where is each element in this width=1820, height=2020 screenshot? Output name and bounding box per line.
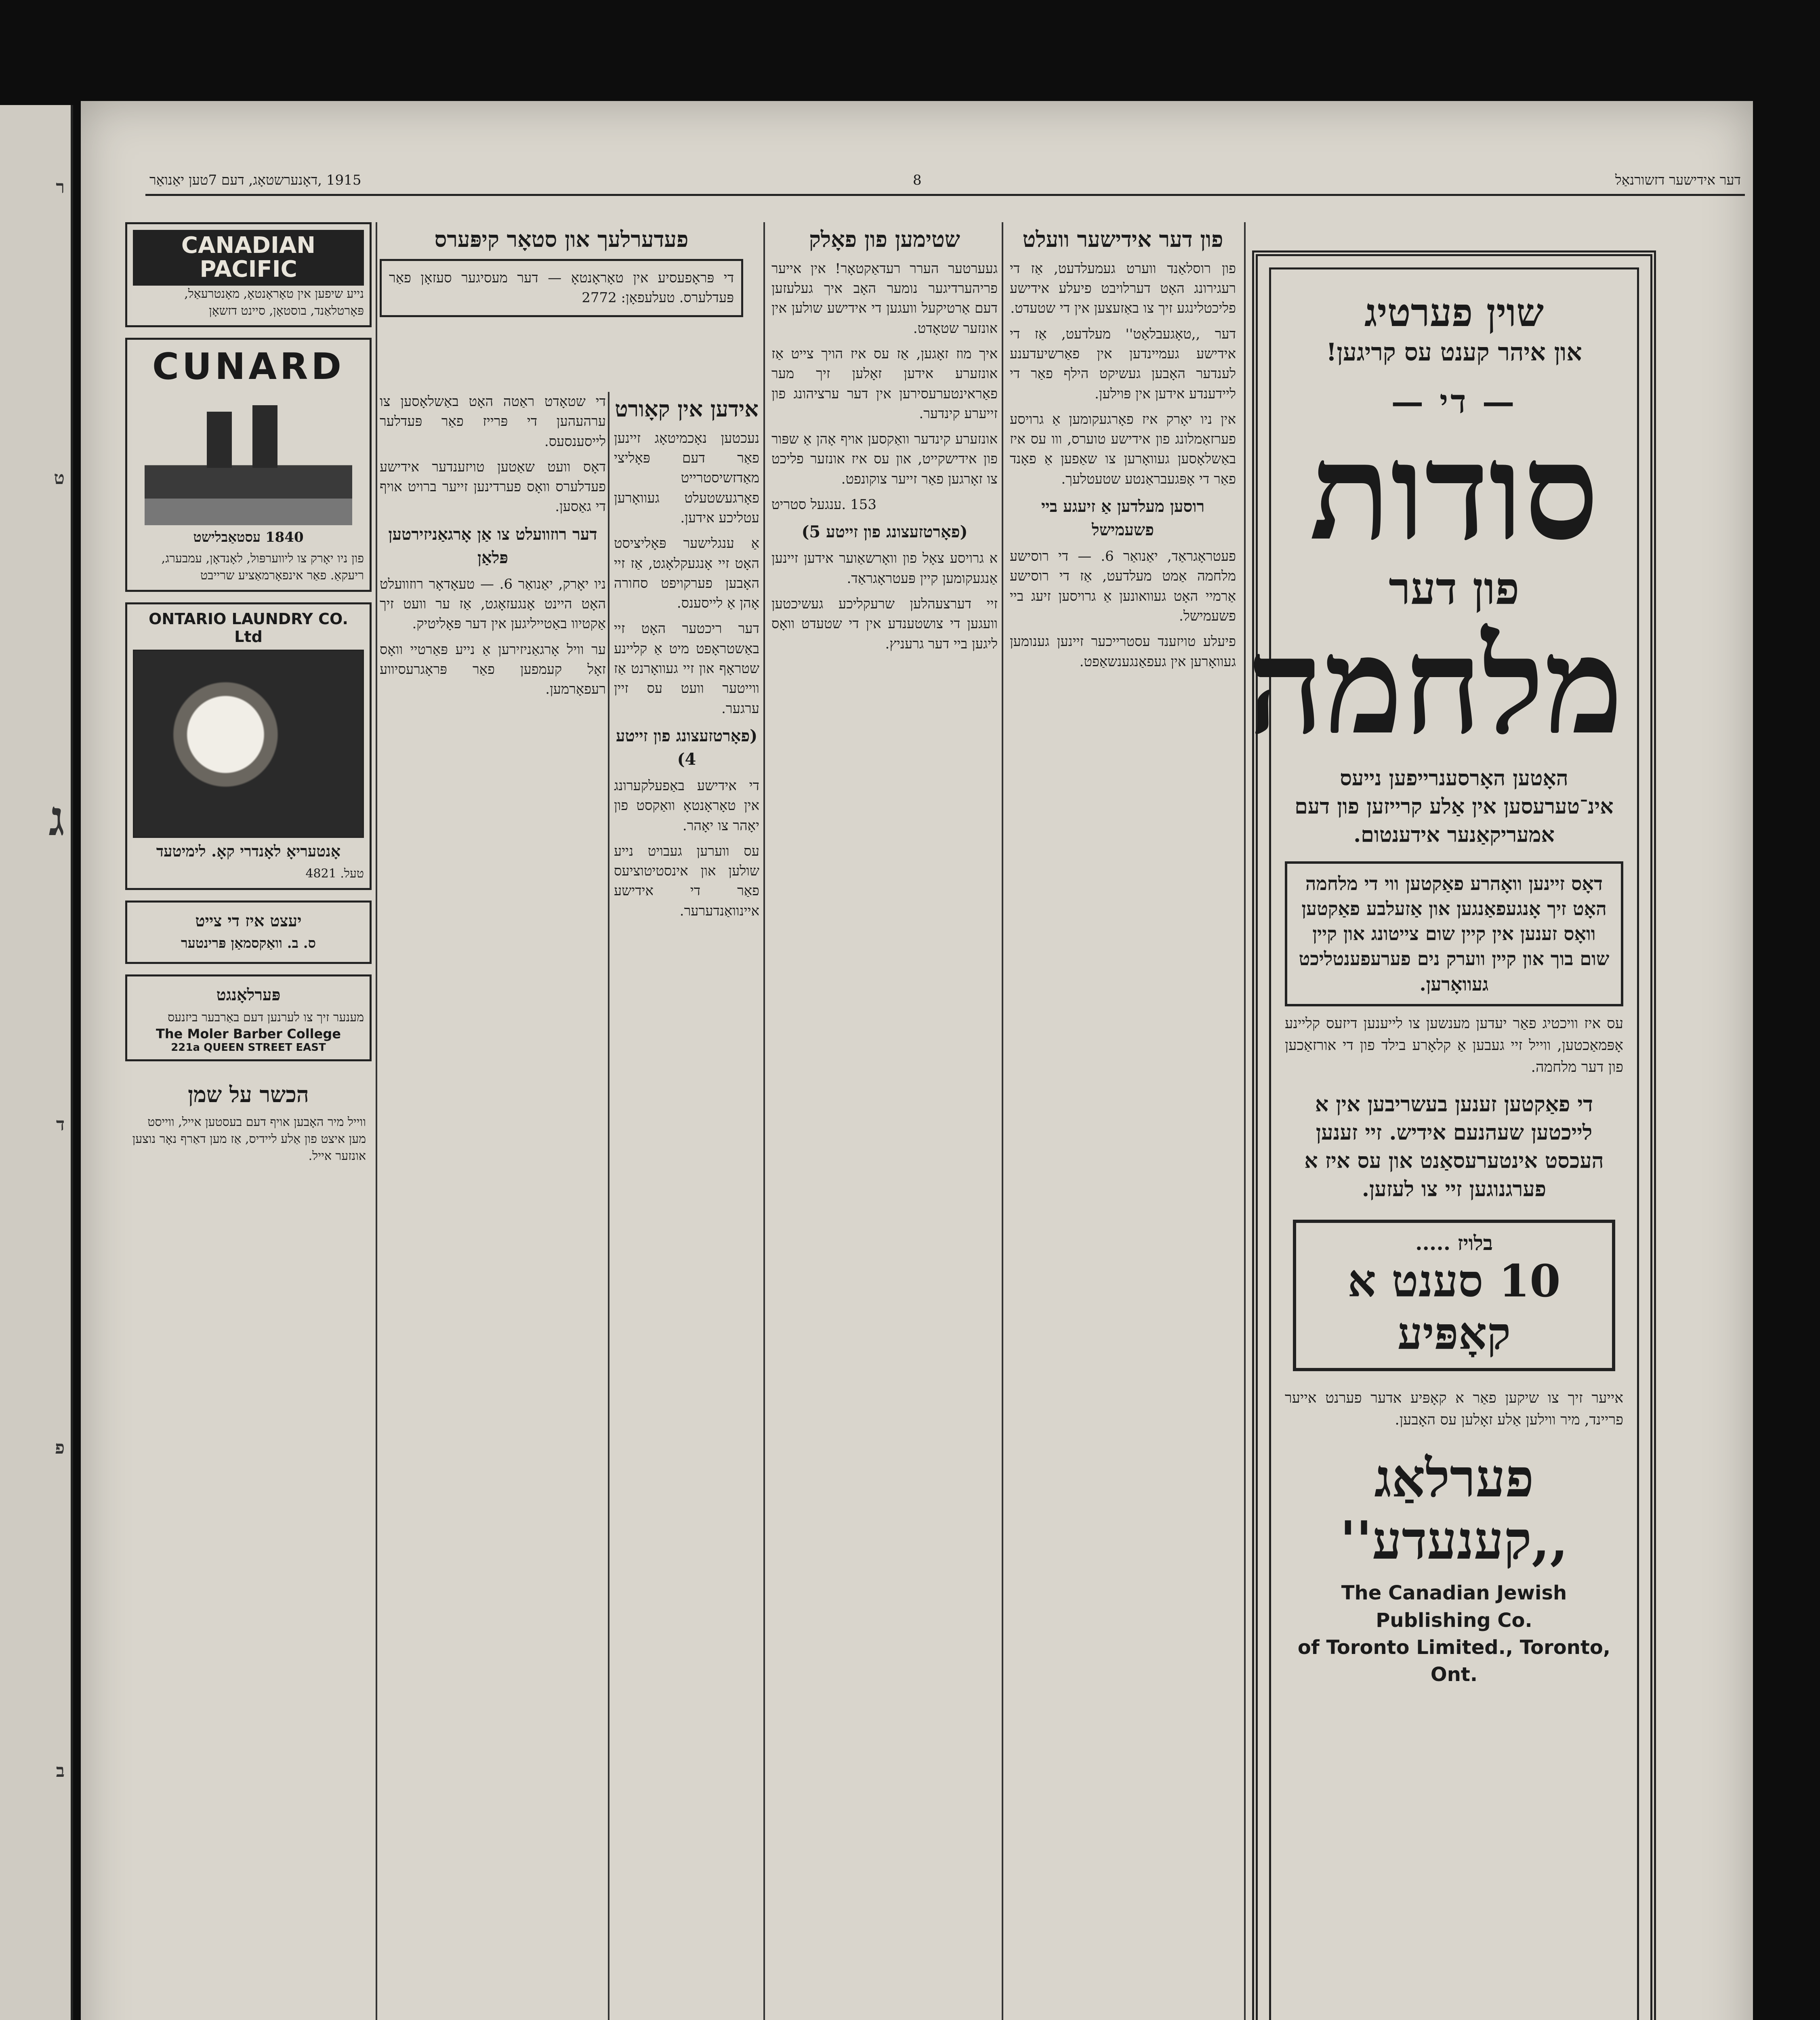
article-paragraph: די שטאָדט ראַטה האָט באַשלאָסען צו ערהעהען די פּרייז פאַר פּעדלער לייסענסעס. — [380, 393, 606, 450]
column-rule — [1002, 222, 1003, 2020]
article-paragraph: פיעלע טויזענד עסטרייכער זיינען גענומען געוואָרען אין געפאַנגענשאַפט. — [1010, 633, 1236, 670]
barber-college-ad — [125, 974, 372, 1061]
canadian-pacific-ad — [125, 222, 372, 327]
barber-address: 221a QUEEN STREET EAST — [171, 1041, 326, 1054]
article-paragraph: א גרויסע צאָל פון וואָרשאַוער אידען זיינען אַנגעקומען קיין פּעטראָגראַד. — [771, 550, 998, 587]
article-paragraph: זיי דערצעהלען שרעקליכע געשיכטען וועגען די צושטענדע אין די שטעדט וואָס ליגען ביי דער גרעניץ. — [771, 595, 998, 652]
ad-body-text: עס איז וויכטיג פאַר יעדען מענשען צו לייענען דיזעס קליינע אָפּמאַכטען, ווייל זיי געבען אַ קלאָרע בילד פון די אורזאַכען פון דער מלחמה. — [1285, 1015, 1623, 1075]
ad-description-box — [1285, 861, 1623, 1006]
article-subtitle: (פאָרטזעצונג פון זייטע 4) — [616, 726, 758, 769]
article-paragraph: עס ווערען געבויט נייע שולען און אינסטיטוציעס פאַר די אידישע איינוואַנדערער. — [614, 843, 759, 919]
cunard-ad — [125, 338, 372, 592]
notice-box — [380, 259, 743, 318]
article-title: פון דער אידישער וועלט — [1022, 226, 1223, 252]
ad-inner-frame — [1247, 267, 1639, 2020]
column-voices-of-people — [771, 222, 998, 2020]
cunard-logo: CUNARD — [152, 345, 345, 388]
article-title: שטימען פון פאָלק — [809, 226, 960, 252]
article-paragraph: פעטראָגראַד, יאַנואַר 6. — די רוסישע מלחמה אַמט מעלדעט, אַז די רוסישע אַרמיי האָט געוואונען אַ גרויסען זיעג ביי פשעמישל. — [1010, 548, 1236, 624]
logo-line: PACIFIC — [200, 256, 297, 282]
article-subtitle: (פאָרטזעצונג פון זייטע 5) — [801, 522, 968, 542]
header-date: 1915 ,דאָנערשטאָג, דעם 7טען יאַנואַר — [149, 172, 361, 188]
ad-text: פון ניו יאָרק צו ליווערפּול, לאָנדאָן, עמבערג, ריעקאַ. פאַר אינפאָרמאַציע שרייבט — [161, 551, 364, 583]
canadian-pacific-logo — [133, 230, 364, 286]
header-page-number: 8 — [913, 172, 922, 188]
ontario-laundry-ad — [125, 602, 372, 890]
ad-bold-blurb: האָטען האָרסענרייפען נייעס אינ־טערעסען אין אַלע קרייזען פון דעם אמעריקאַנער אידענטום. — [1295, 766, 1614, 847]
article-paragraph: אונזערע קינדער וואַקסען אויף אָהן אַ שפּור פון אידישקייט, און עס איז אונזער פליכט צו זאָרגען פאַר זייער צוקונפט. — [771, 431, 998, 487]
fragment-letter: ר — [56, 177, 65, 198]
ad-publisher-yiddish: פערלאַג ,,קענעדע'' — [1340, 1447, 1568, 1572]
ad-title: הכשר על שמן — [188, 1081, 309, 1107]
ad-bold-promo: די פאַקטען זענען בעשריבען אין א לייכטען שעהנעם אידיש. זיי זענען העכסט אינטערעסאַנט און עס איז א פערגנוגען זיי צו לעזען. — [1304, 1092, 1604, 1202]
column-rule — [1244, 222, 1246, 2020]
article-paragraph: אַ ענגלישער פּאָליציסט האָט זיי אָנגעקלאָגט, אַז זיי האָבען פערקויפט סחורה אָהן אַ לייסענס. — [614, 535, 759, 612]
left-ads-column — [125, 222, 372, 2020]
laundry-name: ONTARIO LAUNDRY CO. Ltd — [149, 610, 348, 646]
ad-description: דאָס זיינען וואָהרע פאַקטען ווי די מלחמה האָט זיך אָנגעפאַנגען און אַזעלבע פאַקטען וואָס זענען אין קיין שום צייטונג און קיין שום בוך און קיין ווערק נים פערעפענטליכט געוואָרען. — [1299, 873, 1610, 995]
barber-school-name: The Moler Barber College — [156, 1026, 341, 1042]
ad-price-prefix: בלויז ..... — [1415, 1231, 1493, 1255]
ad-order-text: אייער זיך צו שיקען פאַר א קאָפּיע אדער פערנט אייער פריינד, מיר ווילען אַלע זאָלען עס האָבען. — [1285, 1390, 1623, 1429]
column-rule — [608, 392, 609, 2020]
ad-publisher-english-line1: The Canadian Jewish Publishing Co. — [1341, 1582, 1567, 1632]
kosher-oil-ad — [125, 1072, 372, 1171]
ad-publisher-english-line2: of Toronto Limited., Toronto, Ont. — [1297, 1636, 1611, 1686]
article-paragraph: ניו יאָרק, יאַנואַר 6. — טעאָדאָר רוזוועלט האָט היינט אָנגעזאָגט, אַז ער וועט זיך אַקטיוו באַטייליגען אין דער פּאָליטיק. — [380, 576, 606, 632]
ad-title-of-the: פון דער — [1389, 562, 1519, 614]
logo-line: CANADIAN — [181, 232, 316, 259]
article-paragraph: דער ריכטער האָט זיי באַשטראָפט מיט אַ קליינע שטראָף און זיי געוואָרנט אַז ווייטער וועט עס זיין ערגער. — [614, 621, 759, 717]
article-subtitle: דער רוזוועלט צו אַן אָרגאַניזירטען פּלאַן — [388, 524, 597, 567]
fragment-letter: פ — [55, 1437, 65, 1458]
article-signature: 153 .ענגעל סטריט — [771, 497, 877, 513]
column-peddlers-body — [380, 392, 606, 2020]
article-paragraph: געערטער הערר רעדאַקטאָר! אין אייער פריהערדיגער נומער האָב איך געלעזען דעם אַרטיקעל וועגען די אידישע שולען אין אונזער שטאָדט. — [771, 260, 998, 337]
article-paragraph: אין ניו יאָרק איז פאָרגעקומען אַ גרויסע פערזאַמלונג פון אידישע טוערס, ווו עס איז באַשלאָסען געוואָרען צו שאַפען אַ פאָנד פאַר די אָפּגעבראַנטע שטעטלעך. — [1010, 411, 1236, 487]
ship-illustration-icon — [145, 392, 353, 525]
fragment-letter: ג — [48, 790, 65, 847]
fragment-letter: ב — [56, 1761, 65, 1781]
ad-title-secrets: סודות — [1309, 413, 1599, 570]
article-title: אידען אין קאָורט — [615, 396, 759, 422]
ad-price: 10 סענט א קאָפּיע — [1347, 1255, 1561, 1360]
article-paragraph: פון רוסלאַנד ווערט געמעלדעט, אַז די רעגירונג האָט דערלויבט פיעלע אידישע פליכטלינגע זיך צו באַזעצען אין די שטעדט. — [1010, 260, 1236, 317]
adjacent-page-scrap — [0, 105, 73, 2020]
laundry-yiddish-name: אָנטעריאָ לאָנדרי קאָ. לימיטעד — [156, 842, 341, 860]
ad-title: פּערלאָנגט — [216, 985, 281, 1004]
ad-text: נייע שיפען אין טאָראָנטאָ, מאָנטרעאַל, פּאָרטלאַנד, בוסטאָן, סיינט דזשאָן — [184, 286, 364, 318]
ad-headline: שוין פערטיג — [1364, 290, 1544, 335]
column-rule — [763, 222, 765, 2020]
ad-article-word: — די — — [1391, 382, 1517, 421]
ad-title-war: מלחמה — [1247, 607, 1623, 764]
fragment-letter: ד — [56, 1114, 65, 1135]
ad-price-box — [1293, 1220, 1615, 1371]
ad-text: ס. ב. וואַקסמאַן פּרינטער — [181, 935, 316, 951]
notice-text: די פּראָפעסיע אין טאָראָנטאָ — דער מעסיגער סעזאָן פאַר פּעדלערס. טעלעפאָן: 2772 — [389, 269, 734, 306]
header-paper-name: דער אידישער דזשורנאַל — [1615, 172, 1741, 188]
war-secrets-advertisement — [1247, 250, 1656, 2020]
laundry-illustration-icon — [133, 650, 364, 838]
article-title: פעדערלעך און סטאָר קיפּערס — [434, 226, 689, 252]
ad-text: ווייל מיר האָבען אויף דעם בעסטען אייל, ווייסט מען איצט פון אַלע ליידיס, אַז מען דאַרף נאָר נוצען אונזער אייל. — [132, 1115, 366, 1164]
laundry-phone: טעל. 4821 — [305, 866, 364, 881]
printer-ad — [125, 901, 372, 964]
article-paragraph: איך מוז זאָגען, אַז עס איז הויך צייט אַז אונזערע אידען זאָלען זיך מער פאַראינטערעסירען אין דער ערציהונג פון זייערע קינדער. — [771, 345, 998, 422]
ad-established: 1840 עסטאַבלישט — [193, 529, 304, 545]
column-rule — [376, 222, 377, 2020]
fragment-letter: ט — [54, 468, 65, 488]
article-paragraph: ער וויל אָרגאַניזירען אַ נייע פּאַרטיי וואָס זאָל קעמפען פאַר פּראָגרעסיווע רעפאָרמען. — [380, 641, 606, 698]
article-paragraph: דער ,,טאָגעבלאַט'' מעלדעט, אַז די אידישע געמיינדען אין פאַרשיעדענע לענדער האָבען געשיקט הילף פאַר די ליידענדע אידען אין פּוילען. — [1010, 326, 1236, 402]
article-subtitle: רוסען מעלדען אַ זיעגע ביי פשעמישל — [1041, 497, 1205, 540]
article-paragraph: די אידישע באַפעלקערונג אין טאָראָנטאָ וואַקסט פון יאָהר צו יאָהר. — [614, 777, 759, 834]
ad-subheadline: און איהר קענט עס קריגען! — [1326, 338, 1582, 366]
ad-text: מענער זיך צו לערנען דעם באַרבער ביזנעס — [168, 1010, 364, 1025]
newspaper-page — [81, 101, 1753, 2020]
article-paragraph: נעכטען נאָכמיטאָג זיינען פאַר דעם פּאָליצי מאַדזשיסטרייט פאָרגעשטעלט געוואָרען עטליכע אידען. — [614, 430, 759, 526]
page-header — [145, 170, 1745, 196]
ad-title: יעצט איז די צייט — [195, 911, 302, 930]
article-paragraph: דאָס וועט שאַטען טויזענדער אידישע פעדלערס וואָס פערדינען זייער ברויט אויף די גאַסען. — [380, 459, 606, 515]
column-jewish-world — [1010, 222, 1236, 2020]
